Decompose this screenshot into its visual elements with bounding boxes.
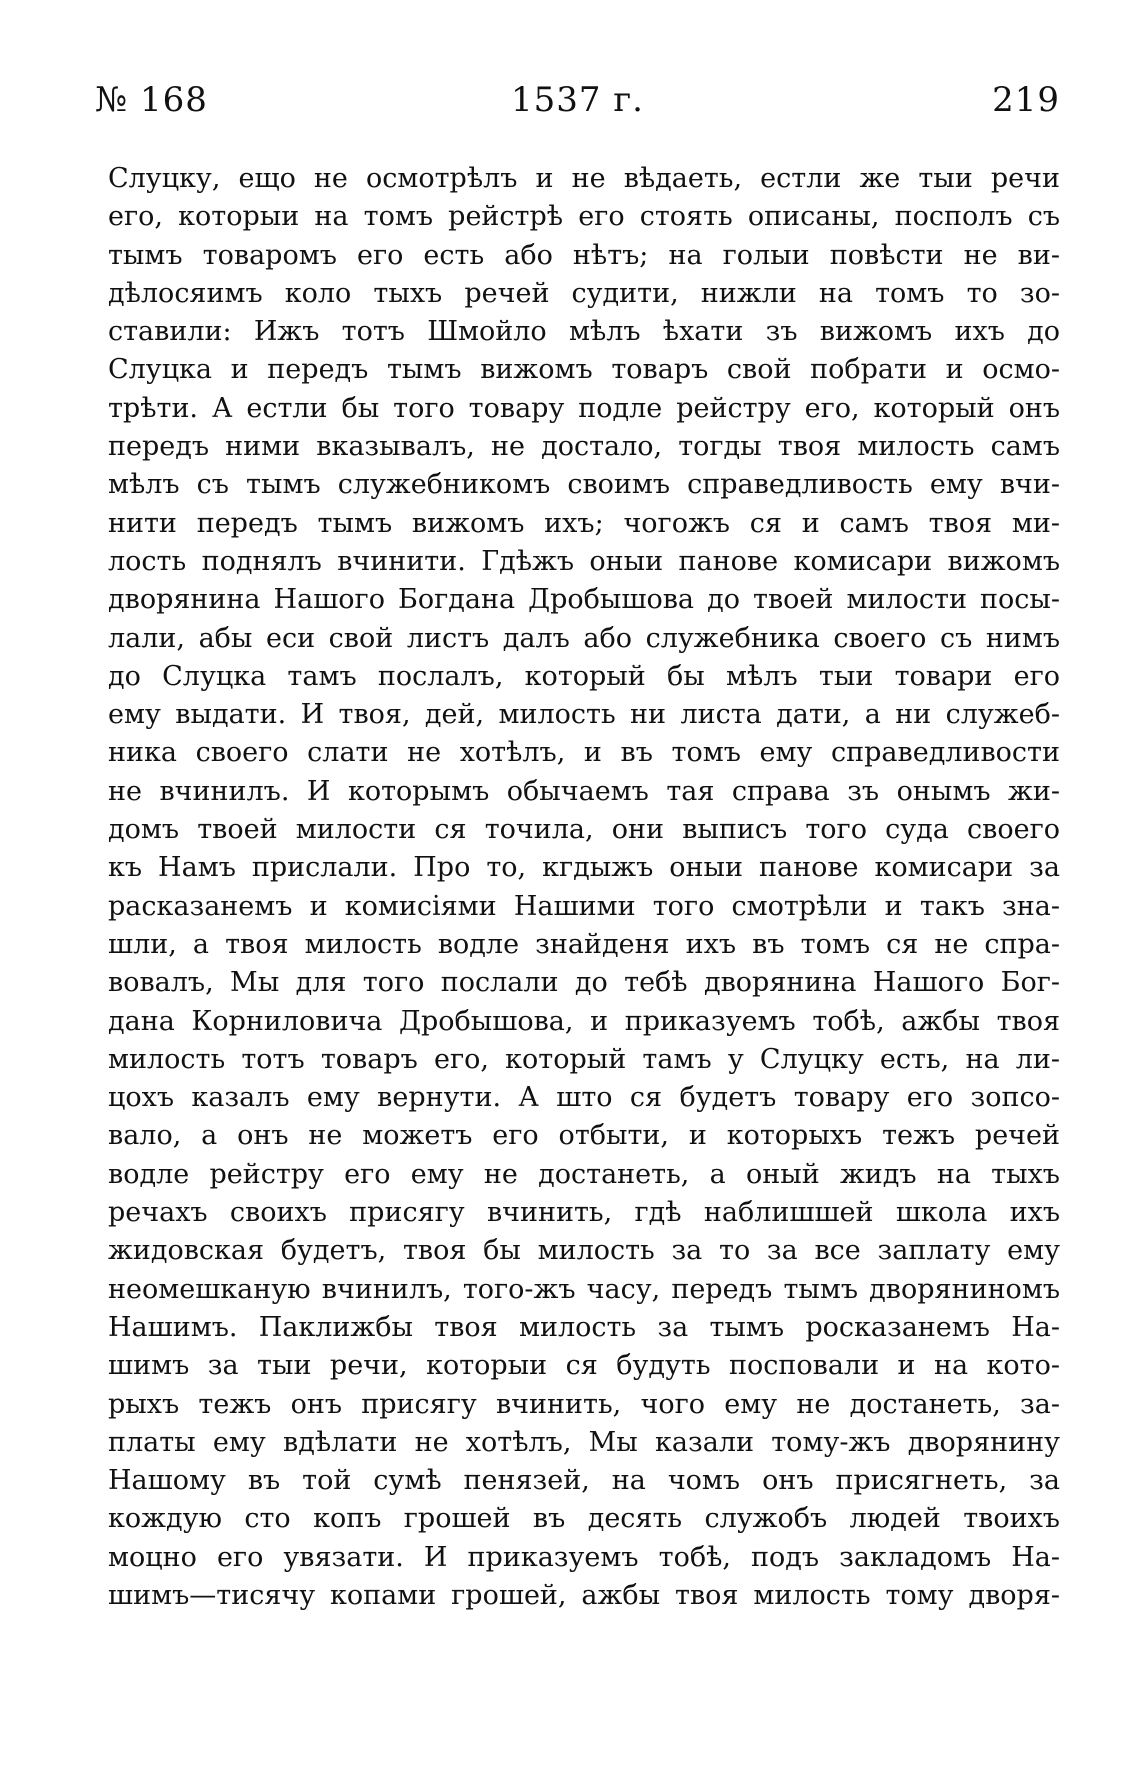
text-line: вовалъ, Мы для того послали до тебѣ дворянина Нашого Бог-	[108, 967, 1060, 999]
page-number: 219	[992, 80, 1060, 120]
text-line: вало, а онъ не можетъ его отбыти, и которыхъ тежъ речей	[108, 1120, 1060, 1152]
text-line: ника своего слати не хотѣлъ, и въ томъ ему справедливости	[108, 737, 1060, 769]
text-line: кождую сто копъ грошей въ десять служобъ людей твоихъ	[108, 1503, 1060, 1535]
text-line: дворянина Нашого Богдана Дробышова до твоей милости посы-	[108, 584, 1060, 616]
text-line: лость поднялъ вчинити. Гдѣжъ оныи панове комисари вижомъ	[108, 545, 1060, 577]
text-line: моцно его увязати. И приказуемъ тобѣ, подъ закладомъ На-	[108, 1541, 1060, 1573]
text-line: жидовская будетъ, твоя бы милость за то за все заплату ему	[108, 1235, 1060, 1267]
text-line: милость тотъ товаръ его, который тамъ у Слуцку есть, на ли-	[108, 1043, 1060, 1075]
document-year: 1537 г.	[511, 80, 644, 120]
text-line: шимъ за тыи речи, которыи ся будуть посповали и на кото-	[108, 1350, 1060, 1382]
text-line: Нашимъ. Паклижбы твоя милость за тымъ росказанемъ На-	[108, 1311, 1060, 1343]
text-line: водле рейстру его ему не достанеть, а оный жидъ на тыхъ	[108, 1158, 1060, 1190]
text-line: домъ твоей милости ся точила, они выписъ того суда своего	[108, 814, 1060, 846]
text-line: неомешканую вчинилъ, того-жъ часу, передъ тымъ дворяниномъ	[108, 1273, 1060, 1305]
text-line: лали, абы еси свой листъ далъ або служебника своего съ нимъ	[108, 622, 1060, 654]
text-line: тымъ товаромъ его есть або нѣтъ; на голыи повѣсти не ви-	[108, 239, 1060, 271]
text-line: передъ ними вказывалъ, не достало, тогды твоя милость самъ	[108, 431, 1060, 463]
text-line: Слуцка и передъ тымъ вижомъ товаръ свой побрати и осмо-	[108, 354, 1060, 386]
text-line: къ Намъ прислали. Про то, кгдыжъ оныи панове комисари за	[108, 852, 1060, 884]
text-line: ставили: Ижъ тотъ Шмойло мѣлъ ѣхати зъ вижомъ ихъ до	[108, 316, 1060, 348]
body-text	[108, 160, 1060, 1615]
text-line: Слуцку, ещо не осмотрѣлъ и не вѣдаеть, естли же тыи речи	[108, 163, 1060, 194]
text-line: Нашому въ той сумѣ пенязей, на чомъ онъ присягнеть, за	[108, 1465, 1060, 1497]
text-line: расказанемъ и комисіями Нашими того смотрѣли и такъ зна-	[108, 890, 1060, 922]
text-line: цохъ казалъ ему вернути. А што ся будетъ товару его зопсо-	[108, 1082, 1060, 1114]
text-line: трѣти. А естли бы того товару подле рейстру его, который онъ	[108, 392, 1060, 424]
text-line: шли, а твоя милость водле знайденя ихъ въ томъ ся не спра-	[108, 928, 1060, 960]
text-line: не вчинилъ. И которымъ обычаемъ тая справа зъ онымъ жи-	[108, 775, 1060, 807]
text-line: до Слуцка тамъ послалъ, который бы мѣлъ тыи товари его	[108, 660, 1060, 692]
text-line: ему выдати. И твоя, дей, милость ни листа дати, а ни служеб-	[108, 699, 1060, 731]
text-line: мѣлъ съ тымъ служебникомъ своимъ справедливость ему вчи-	[108, 469, 1060, 501]
text-line: его, которыи на томъ рейстрѣ его стоять описаны, посполъ съ	[108, 201, 1060, 233]
text-line: дана Корниловича Дробышова, и приказуемъ тобѣ, ажбы твоя	[108, 1005, 1060, 1037]
text-line: речахъ своихъ присягу вчинить, гдѣ наблишшей школа ихъ	[108, 1197, 1060, 1229]
text-line: рыхъ тежъ онъ присягу вчинить, чого ему не достанеть, за-	[108, 1388, 1060, 1420]
text-line: платы ему вдѣлати не хотѣлъ, Мы казали тому-жъ дворянину	[108, 1426, 1060, 1458]
document-number: № 168	[95, 80, 208, 120]
running-head	[95, 80, 1060, 130]
text-line: нити передъ тымъ вижомъ ихъ; чогожъ ся и самъ твоя ми-	[108, 507, 1060, 539]
text-line: шимъ—тисячу копами грошей, ажбы твоя милость тому дворя-	[108, 1579, 1060, 1611]
text-line: дѣлосяимъ коло тыхъ речей судити, нижли на томъ то зо-	[108, 277, 1060, 309]
